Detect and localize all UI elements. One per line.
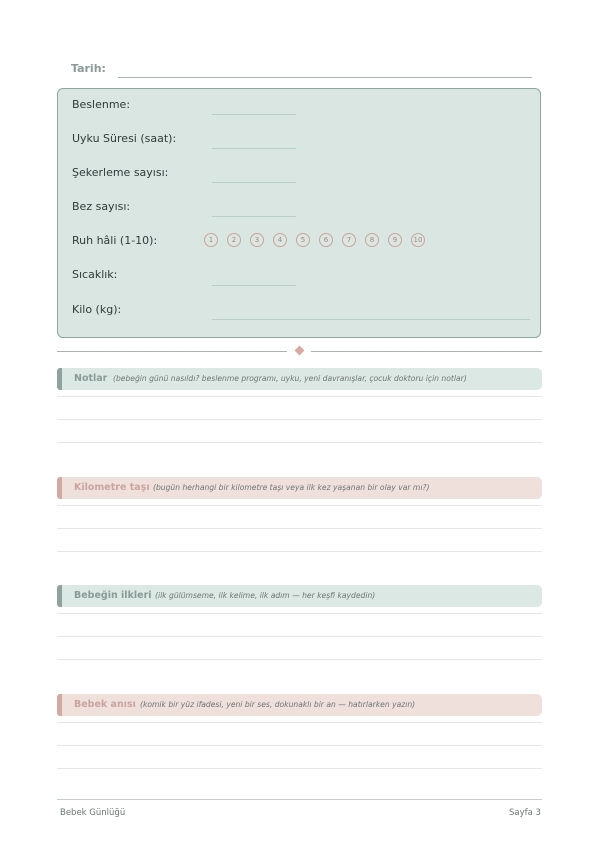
diapers-input-line[interactable]: [212, 216, 296, 217]
mood-circle[interactable]: 4: [273, 233, 287, 247]
writing-line[interactable]: [57, 745, 542, 746]
temperature-label: Sıcaklık:: [72, 268, 118, 281]
writing-line[interactable]: [57, 505, 542, 506]
mood-circle[interactable]: 8: [365, 233, 379, 247]
notes-section-header: [57, 368, 542, 390]
mood-circle[interactable]: 7: [342, 233, 356, 247]
section-hint: (ilk gülümseme, ilk kelime, ilk adım — her keşfi kaydedin): [155, 591, 376, 600]
naps-input-line[interactable]: [212, 182, 296, 183]
temperature-input-line[interactable]: [212, 285, 296, 286]
writing-line[interactable]: [57, 396, 542, 397]
section-accent-bar: [57, 694, 62, 716]
writing-line[interactable]: [57, 613, 542, 614]
writing-line[interactable]: [57, 442, 542, 443]
mood-circle[interactable]: 5: [296, 233, 310, 247]
writing-line[interactable]: [57, 419, 542, 420]
section-title: Notlar: [74, 373, 108, 384]
naps-label: Şekerleme sayısı:: [72, 166, 169, 179]
footer-divider: [57, 799, 542, 800]
diamond-ornament-icon: [295, 346, 305, 356]
date-input-line[interactable]: [118, 77, 532, 78]
section-accent-bar: [57, 585, 62, 607]
section-hint: (bebeğin günü nasıldı? beslenme programı, uyku, yeni davranışlar, çocuk doktoru için notlar): [113, 374, 467, 383]
section-title: Bebek anısı: [74, 699, 136, 710]
page-number: Sayfa 3: [509, 808, 541, 818]
mood-circle[interactable]: 6: [319, 233, 333, 247]
mood-circle[interactable]: 3: [250, 233, 264, 247]
sleep-label: Uyku Süresi (saat):: [72, 132, 177, 145]
writing-line[interactable]: [57, 659, 542, 660]
footer-title: Bebek Günlüğü: [60, 808, 126, 818]
section-hint: (bugün herhangi bir kilometre taşı veya ilk kez yaşanan bir olay var mı?): [153, 483, 430, 492]
daily-tracker-panel: [57, 88, 541, 338]
weight-label: Kilo (kg):: [72, 303, 122, 316]
writing-line[interactable]: [57, 551, 542, 552]
mood-circle[interactable]: 9: [388, 233, 402, 247]
mood-circle[interactable]: 10: [411, 233, 425, 247]
mood-circle[interactable]: 2: [227, 233, 241, 247]
feeding-label: Beslenme:: [72, 98, 131, 111]
section-hint: (komik bir yüz ifadesi, yeni bir ses, dokunaklı bir an — hatırlarken yazın): [140, 700, 416, 709]
writing-line[interactable]: [57, 768, 542, 769]
divider-right: [311, 351, 542, 352]
section-title: Bebeğin ilkleri: [74, 590, 152, 601]
date-label: Tarih:: [71, 62, 106, 75]
weight-input-line[interactable]: [212, 319, 530, 320]
feeding-input-line[interactable]: [212, 114, 296, 115]
memory-section-header: [57, 694, 542, 716]
divider-left: [57, 351, 287, 352]
diapers-label: Bez sayısı:: [72, 200, 131, 213]
section-accent-bar: [57, 477, 62, 499]
writing-line[interactable]: [57, 722, 542, 723]
milestone-section-header: [57, 477, 542, 499]
firsts-section-header: [57, 585, 542, 607]
section-title: Kilometre taşı: [74, 482, 150, 493]
mood-label: Ruh hâli (1-10):: [72, 234, 158, 247]
section-accent-bar: [57, 368, 62, 390]
writing-line[interactable]: [57, 528, 542, 529]
sleep-input-line[interactable]: [212, 148, 296, 149]
writing-line[interactable]: [57, 636, 542, 637]
mood-circle[interactable]: 1: [204, 233, 218, 247]
